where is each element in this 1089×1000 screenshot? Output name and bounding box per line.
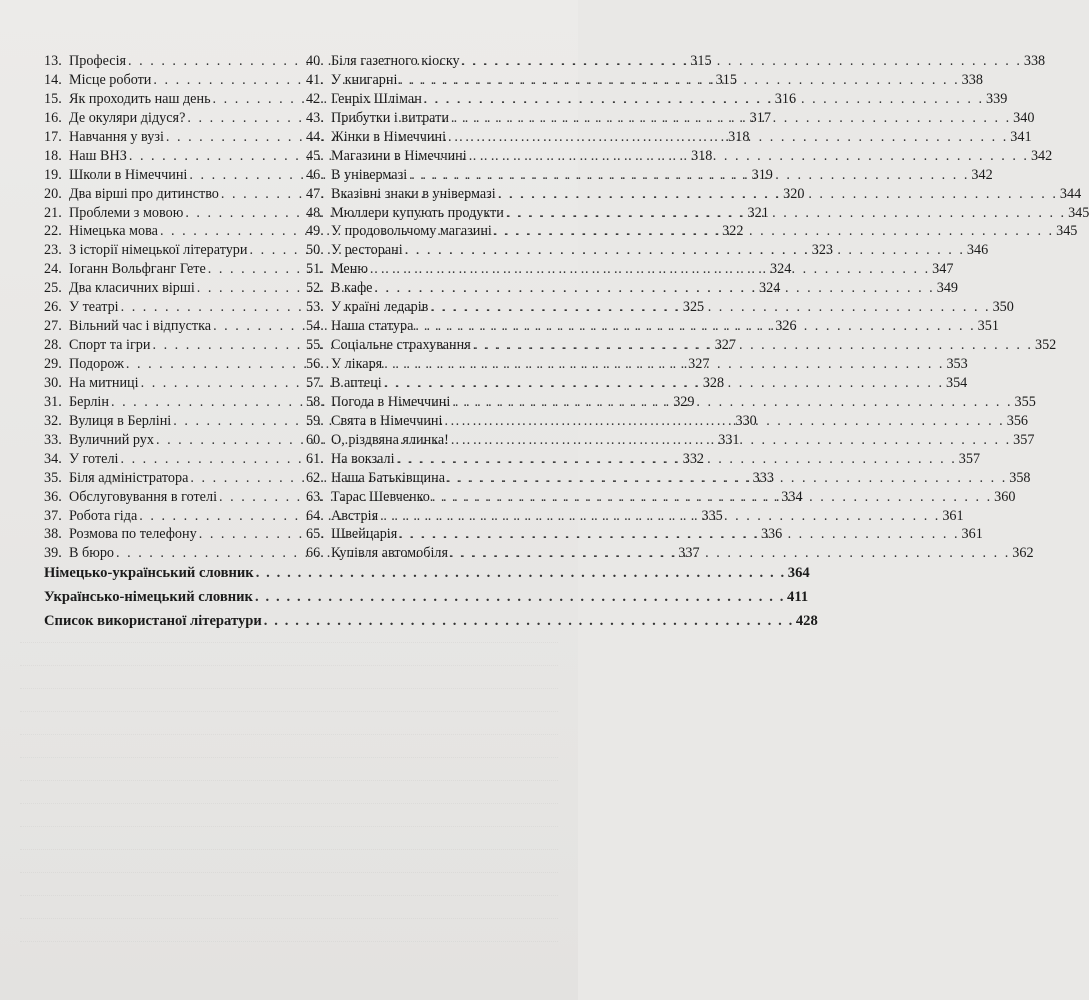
- entry-number: 65.: [306, 526, 324, 543]
- dot-leader: [452, 393, 1012, 412]
- entry-title: У лікаря: [331, 356, 383, 372]
- dot-leader: [255, 585, 785, 609]
- entry-page-number: 345: [1056, 223, 1078, 240]
- entry-title: Погода в Німеччині: [331, 393, 451, 410]
- entry-number: 63.: [306, 488, 324, 505]
- entry-page-number: 318: [691, 147, 713, 164]
- entry-number: 24.: [44, 261, 62, 278]
- entry-page-number: 350: [992, 299, 1014, 316]
- entry-title: У ресторані: [331, 242, 403, 259]
- entry-title: Свята в Німеччині: [331, 412, 443, 429]
- entry-number: 53.: [306, 299, 324, 316]
- entry-title: Купівля автомобіля: [331, 545, 449, 562]
- entry-title: Два вірші про дитинство: [69, 185, 219, 202]
- entry-title: Соціальне страхування: [331, 337, 471, 354]
- entry-number: 14.: [44, 71, 62, 88]
- entry-title: Список використаної літератури: [44, 613, 262, 629]
- entry-page-number: 346: [966, 242, 989, 259]
- dot-leader: [399, 525, 959, 544]
- entry-title: Тарас Шевченко: [331, 488, 430, 505]
- entry-number: 30.: [44, 374, 62, 391]
- entry-title: Німецька мова: [69, 223, 158, 240]
- entry-number: 17.: [44, 128, 62, 145]
- entry-page-number: 340: [1013, 109, 1035, 126]
- entry-page-number: 357: [1013, 431, 1035, 448]
- entry-title: В аптеці: [331, 374, 382, 391]
- bleed-through-texture: [20, 620, 558, 942]
- dot-leader: [380, 507, 940, 526]
- dot-leader: [494, 222, 1054, 241]
- entry-number: 59.: [306, 412, 324, 429]
- entry-title: Як проходить наш день: [69, 90, 211, 107]
- entry-title: Вулиця в Берліні: [69, 412, 172, 429]
- entry-title: Німецько-український словник: [44, 565, 254, 581]
- entry-title: В універмазі: [331, 166, 408, 183]
- entry-number: 58.: [306, 393, 324, 410]
- entry-page-number: 355: [1014, 393, 1036, 410]
- entry-page-number: 326: [775, 318, 797, 335]
- dot-leader: [405, 241, 965, 260]
- dot-leader: [430, 298, 990, 317]
- entry-number: 22.: [44, 223, 62, 240]
- entry-title: Розмова по телефону: [69, 526, 197, 543]
- entry-title: На вокзалі: [331, 450, 395, 467]
- entry-page-number: 357: [958, 450, 981, 467]
- dot-leader: [451, 431, 1011, 450]
- dot-leader: [397, 450, 957, 469]
- entry-page-number: 342: [971, 166, 993, 183]
- entry-title: У театрі: [69, 299, 119, 316]
- toc-entry: [44, 561, 810, 585]
- entry-title: Генріх Шліман: [331, 90, 422, 107]
- entry-number: 44.: [306, 128, 324, 145]
- entry-page-number: 361: [942, 507, 964, 524]
- entry-number: 57.: [306, 374, 324, 391]
- entry-page-number: 333: [752, 469, 774, 486]
- entry-page-number: 428: [795, 613, 818, 629]
- entry-title: Іоганн Вольфганг Гете: [69, 261, 206, 278]
- entry-page-number: 325: [682, 299, 705, 316]
- dot-leader: [399, 71, 959, 90]
- entry-page-number: 317: [749, 109, 771, 126]
- entry-title: У продовольчому магазині: [331, 223, 492, 240]
- entry-number: 38.: [44, 526, 62, 543]
- entry-page-number: 351: [977, 318, 999, 335]
- entry-page-number: 318: [728, 128, 750, 145]
- entry-number: 18.: [44, 147, 62, 164]
- entry-number: 25.: [44, 280, 62, 297]
- entry-number: 60.: [306, 431, 324, 448]
- entry-page-number: 347: [932, 261, 954, 278]
- entry-number: 33.: [44, 431, 62, 448]
- entry-page-number: 331: [718, 431, 740, 448]
- entry-title: Біля адміністратора: [69, 469, 189, 486]
- entry-page-number: 316: [774, 90, 797, 107]
- entry-title: Меню: [331, 261, 368, 278]
- toc-entry: [44, 585, 809, 609]
- entry-page-number: 335: [701, 507, 723, 524]
- entry-page-number: 358: [1009, 469, 1031, 486]
- entry-number: 26.: [44, 299, 62, 316]
- entry-title: Берлін: [69, 393, 109, 410]
- dot-leader: [374, 279, 934, 298]
- entry-page-number: 411: [787, 589, 809, 605]
- entry-number: 13.: [44, 53, 62, 69]
- entry-title: Вуличний рух: [69, 431, 154, 448]
- entry-number: 49.: [306, 223, 324, 240]
- entry-number: 62.: [306, 469, 324, 486]
- entry-page-number: 321: [747, 204, 769, 221]
- entry-page-number: 341: [1010, 128, 1032, 145]
- entry-number: 16.: [44, 109, 62, 126]
- entry-page-number: 339: [986, 90, 1008, 107]
- entry-title: В кафе: [331, 280, 373, 297]
- entry-number: 41.: [306, 71, 324, 88]
- entry-title: Австрія: [331, 507, 379, 524]
- entry-title: О, різдвяна ялинка!: [331, 431, 449, 448]
- entry-number: 35.: [44, 469, 62, 486]
- entry-number: 45.: [306, 147, 324, 164]
- entry-page-number: 329: [673, 393, 695, 410]
- entry-page-number: 362: [1012, 545, 1034, 562]
- entry-page-number: 323: [811, 242, 834, 259]
- entry-page-number: 334: [781, 488, 803, 505]
- entry-number: 43.: [306, 109, 324, 126]
- entry-number: 21.: [44, 204, 62, 221]
- entry-title: Обслуговування в готелі: [69, 488, 218, 505]
- dot-leader: [384, 374, 944, 393]
- entry-title: Наш ВНЗ: [69, 147, 127, 164]
- dot-leader: [409, 166, 969, 185]
- entry-number: 28.: [44, 337, 62, 354]
- entry-page-number: 353: [946, 356, 968, 372]
- dot-leader: [506, 204, 1066, 223]
- entry-page-number: 338: [961, 71, 983, 88]
- dot-leader: [370, 260, 930, 279]
- dot-leader: [473, 336, 1033, 355]
- entry-page-number: 337: [678, 545, 700, 562]
- entry-number: 66.: [306, 545, 324, 562]
- entry-page-number: 319: [751, 166, 773, 183]
- entry-number: 52.: [306, 280, 324, 297]
- entry-title: Професія: [69, 53, 127, 69]
- entry-title: Подорож: [69, 356, 124, 372]
- entry-page-number: 332: [682, 450, 704, 467]
- entry-page-number: 338: [1023, 53, 1046, 69]
- entry-title: Навчання у вузі: [69, 128, 164, 145]
- entry-page-number: 330: [735, 412, 757, 429]
- entry-title: У готелі: [69, 450, 119, 467]
- dot-leader: [256, 561, 786, 585]
- entry-title: Вільний час і відпустка: [69, 318, 212, 335]
- dot-leader: [415, 317, 975, 336]
- entry-page-number: 327: [714, 337, 736, 354]
- entry-number: 31.: [44, 393, 62, 410]
- entry-number: 20.: [44, 185, 62, 202]
- entry-number: 51.: [306, 261, 324, 278]
- entry-page-number: 364: [787, 565, 810, 581]
- entry-number: 36.: [44, 488, 62, 505]
- entry-number: 54.: [306, 318, 324, 335]
- dot-leader: [384, 355, 944, 374]
- entry-page-number: 322: [722, 223, 744, 240]
- dot-leader: [448, 128, 1008, 147]
- entry-title: Робота гіда: [69, 507, 138, 524]
- entry-number: 15.: [44, 90, 62, 107]
- entry-title: Мюллери купують продукти: [331, 204, 504, 221]
- entry-page-number: 336: [760, 526, 783, 543]
- entry-number: 29.: [44, 356, 62, 372]
- dot-leader: [462, 52, 1022, 71]
- entry-number: 47.: [306, 185, 324, 202]
- entry-page-number: 354: [945, 374, 968, 391]
- entry-number: 48.: [306, 204, 324, 221]
- entry-title: Спорт та ігри: [69, 337, 151, 354]
- entry-title: Місце роботи: [69, 71, 152, 88]
- entry-number: 61.: [306, 450, 324, 467]
- dot-leader: [447, 469, 1007, 488]
- entry-number: 46.: [306, 166, 324, 183]
- entry-number: 19.: [44, 166, 62, 183]
- entry-page-number: 344: [1059, 185, 1082, 202]
- entry-page-number: 315: [715, 71, 737, 88]
- entry-number: 42.: [306, 90, 324, 107]
- dot-leader: [424, 90, 984, 109]
- entry-title: Українсько-німецький словник: [44, 589, 253, 605]
- entry-page-number: 345: [1068, 204, 1089, 221]
- entry-number: 32.: [44, 412, 62, 429]
- entry-title: Швейцарія: [331, 526, 398, 543]
- entry-page-number: 324: [770, 261, 792, 278]
- entry-number: 23.: [44, 242, 62, 259]
- dot-leader: [469, 147, 1029, 166]
- entry-number: 40.: [306, 53, 324, 69]
- dot-leader: [432, 488, 992, 507]
- entry-page-number: 328: [702, 374, 725, 391]
- entry-title: З історії німецької літератури: [69, 242, 248, 259]
- entry-title: Магазини в Німеччині: [331, 147, 467, 164]
- entry-page-number: 342: [1030, 147, 1053, 164]
- dot-leader: [451, 109, 1011, 128]
- entry-number: 27.: [44, 318, 62, 335]
- entry-page-number: 361: [961, 526, 983, 543]
- entry-title: Наша Батьківщина: [331, 469, 445, 486]
- dot-leader: [498, 185, 1058, 204]
- entry-number: 37.: [44, 507, 62, 524]
- entry-title: Біля газетного кіоску: [331, 53, 460, 69]
- entry-number: 56.: [306, 356, 324, 372]
- entry-title: Проблеми з мовою: [69, 204, 184, 221]
- entry-title: У країні ледарів: [331, 299, 429, 316]
- entry-page-number: 324: [759, 280, 781, 297]
- entry-title: Де окуляри дідуся?: [69, 109, 186, 126]
- entry-title: Прибутки і витрати: [331, 109, 449, 126]
- entry-page-number: 327: [688, 356, 710, 372]
- entry-page-number: 349: [936, 280, 958, 297]
- entry-title: Два класичних вірші: [69, 280, 195, 297]
- entry-number: 64.: [306, 507, 324, 524]
- entry-number: 34.: [44, 450, 62, 467]
- dot-leader: [444, 412, 1004, 431]
- entry-page-number: 356: [1006, 412, 1028, 429]
- entry-title: В бюро: [69, 545, 115, 562]
- entry-title: На митниці: [69, 374, 139, 391]
- entry-title: У книгарні: [331, 71, 398, 88]
- entry-number: 55.: [306, 337, 324, 354]
- entry-title: Наша статура: [331, 318, 414, 335]
- entry-number: 39.: [44, 545, 62, 562]
- entry-page-number: 352: [1034, 337, 1057, 354]
- entry-title: Вказівні знаки в універмазі: [331, 185, 496, 202]
- entry-page-number: 315: [690, 53, 712, 69]
- entry-page-number: 360: [994, 488, 1016, 505]
- entry-title: Школи в Німеччині: [69, 166, 188, 183]
- entry-title: Жінки в Німеччині: [331, 128, 447, 145]
- entry-number: 50.: [306, 242, 324, 259]
- entry-page-number: 320: [783, 185, 805, 202]
